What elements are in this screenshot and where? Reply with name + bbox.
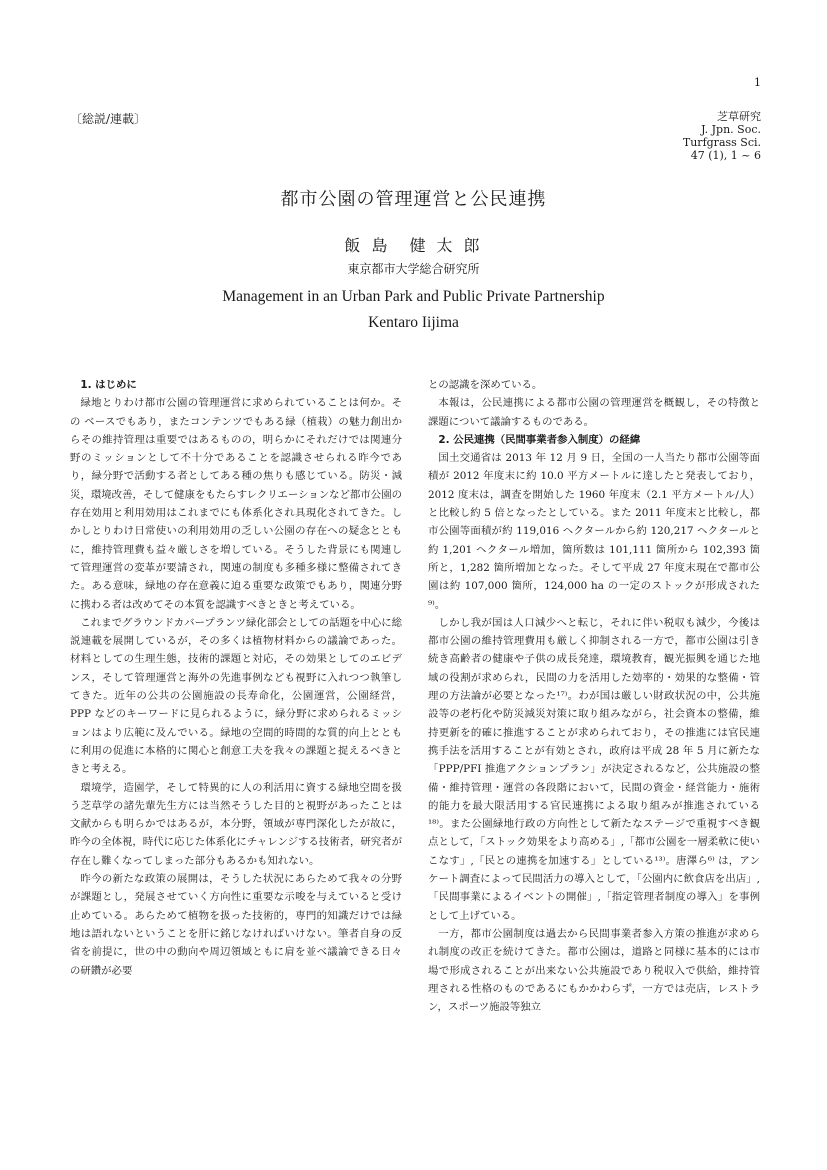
journal-volume: 47 (1), 1 ~ 6	[690, 149, 761, 162]
journal-name-en-2: Turfgrass Sci.	[682, 136, 761, 149]
paragraph: 本報は，公民連携による都市公園の管理運営を概観し，その特徴と課題について議論するものである。	[428, 397, 760, 428]
paragraph: 緑地とりわけ都市公園の管理運営に求められていることは何か。その ベースでもあり，またコンテンツでもある緑（植栽）の魅力創出からその維持管理は重要ではあるものの，明らかにそれだけでは関連分野のミッションとして不十分であることを認識させられる昨今であり，緑分野で活動する者としてある種の焦りも感じている。防災・減災，環境改善，そして健康をもたらすレクリエーションなど都市公園の存在効用と利用効用はこれまでにも体系化され具現化されてきた。しかしとりわけ日常使いの利用効用の乏しい公園の存在への疑念とともに，維持管理費も益々厳しさを増している。そうした背景にも関連して管理運営の変革が要請され，関連の制度も多種多様に整備されてきた。ある意味，緑地の存在意義に迫る重要な政策でもあり，関連分野に携わる者は改めてその本質を認識すべきときと考えている。	[70, 397, 402, 611]
section-tag: 〔総説/連載〕	[70, 112, 147, 126]
paper-title-ja: 都市公園の管理運営と公民連携	[280, 189, 547, 210]
author-name-ja: 飯 島 健 太 郎	[344, 236, 483, 255]
paragraph: 国土交通省は 2013 年 12 月 9 日，全国の一人当たり都市公園等面積が 2012 年度末に約 10.0 平方メートルに達したと発表しており，2012 度末は，調査を開始した 1960 年度末（2.1 平方メートル/人）と比較し約 5 倍となったとしている。また 2011 年度末と比較し，都市公園等面積が約 119,016 ヘクタールから約 120,217 ヘクタールと約 1,201 ヘクタール増加，箇所数は 101,111 箇所から 102,393 箇所と，1,282 箇所増加となった。そして平成 27 年度末現在で都市公園は約 107,000 箇所，124,000 ha の一定のストックが形成された⁹⁾。	[428, 452, 760, 611]
journal-name-en-1: J. Jpn. Soc.	[701, 123, 761, 136]
paragraph-continued: との認識を深めている。	[428, 379, 543, 391]
author-name-en: Kentaro Iijima	[368, 314, 459, 331]
paragraph: これまでグラウンドカバープランツ緑化部会としての話題を中心に総説連載を展開しているが，その多くは植物材料からの議論であった。材料としての生理生態，技術的課題と対応，その効果としてのエビデンス，そして管理運営と海外の先進事例なども視野に入れつつ執筆してきた。近年の公共の公園施設の長寿命化，公園運営，公園経営，PPP などのキーワードに見られるように，緑分野に求められるミッションはより広範に及んでいる。緑地の空間的時間的な質的向上とともに利用の促進に本格的に関心と創意工夫を我々の課題と捉えるべきときと考える。	[70, 616, 402, 776]
left-column	[70, 376, 402, 980]
page-number: 1	[754, 76, 761, 89]
paragraph: 環境学，造園学，そして特異的に人の利活用に資する緑地空間を扱う芝草学の諸先輩先生方には当然そうした目的と視野があったことは文献からも明らかではあるが，本分野，領域が専門深化したが故に，昨今の全体視，時代に応じた体系化にチャレンジする技術者，研究者が存在し難くなってしまった部分もあるかも知れない。	[70, 781, 402, 867]
paper-title-en: Management in an Urban Park and Public Private Partnership	[222, 288, 605, 305]
paragraph: しかし我が国は人口減少へと転じ，それに伴い税収も減少，今後は都市公園の維持管理費用も厳しく抑制される一方で，都市公園は引き続き高齢者の健康や子供の成長発達，環境教育，観光振興を通じた地域の役割が求められ，民間の力を活用した効率的・効果的な整備・管理の方法論が必要となった¹⁷⁾。わが国は厳しい財政状況の中，公共施設等の老朽化や防災減災対策に取り組みながら，社会資本の整備，維持更新を的確に推進することが求められており，その推進には官民連携手法を活用することが有効とされ，政府は平成 28 年 5 月に新たな「PPP/PFI 推進アクションプラン」が決定されるなど，公共施設の整備・維持管理・運営の各段階において，民間の資金・経営能力・施術的能力を最大限活用する官民連携による取り組みが推進されている¹⁸⁾。また公園緑地行政の方向性として新たなステージで重視すべき観点として，「ストック効果をより高める」,「都市公園を一層柔軟に使いこなす」,「民との連携を加速する」としている¹³⁾。唐澤ら⁶⁾ は，アンケート調査によって民間活力の導入として，「公園内に飲食店を出店」,「民間事業によるイベントの開催」,「指定管理者制度の導入」を事例として上げている。	[428, 616, 760, 922]
affiliation: 東京都市大学総合研究所	[347, 262, 480, 276]
paragraph: 一方，都市公園制度は過去から民間事業者参入方策の推進が求められ制度の改正を続けてきた。都市公園は，道路と同様に基本的には市場で形成されることが出来ない公共施設であり税収入で供給，維持管理される性格のものであるにもかかわらず，一方では売店，レストラン，スポーツ施設等独立	[428, 927, 760, 1014]
journal-name-ja: 芝草研究	[717, 110, 761, 123]
paragraph: 昨今の新たな政策の展開は，そうした状況にあらためて我々の分野が課題とし，発展させていく方向性に重要な示唆を与えていると受け止めている。あらためて植物を扱った技術的，専門的知識だけでは緑地は語れないということを肝に銘じなければいけない。筆者自身の反省を前提に，世の中の動向や周辺領域ともに肩を並べ議論できる日々の研鑽が必要	[70, 873, 402, 977]
section-heading-2: 2. 公民連携（民間事業者参入制度）の経緯	[438, 433, 641, 446]
section-heading-1: 1. はじめに	[80, 379, 137, 391]
journal-info	[683, 110, 761, 162]
right-column	[428, 376, 760, 1016]
